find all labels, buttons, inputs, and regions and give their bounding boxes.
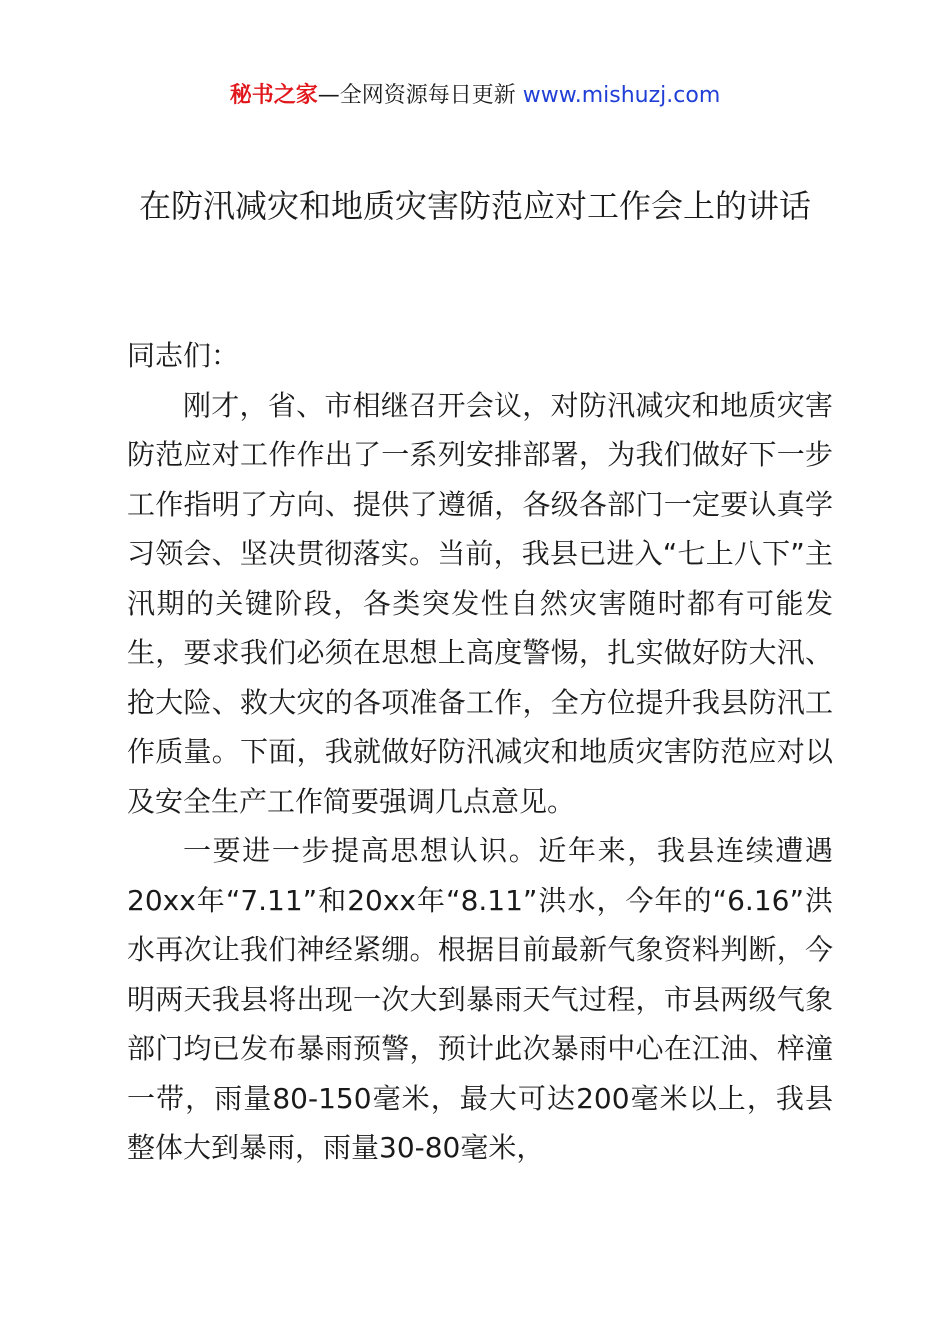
document-body xyxy=(127,331,833,1173)
paragraph-intro: 刚才，省、市相继召开会议，对防汛减灾和地质灾害防范应对工作作出了一系列安排部署，为我们做好下一步工作指明了方向、提供了遵循，各级各部门一定要认真学习领会、坚决贯彻落实。当前，我县已进入“七上八下”主汛期的关键阶段，各类突发性自然灾害随时都有可能发生，要求我们必须在思想上高度警惕，扎实做好防大汛、抢大险、救大灾的各项准备工作，全方位提升我县防汛工作质量。下面，我就做好防汛减灾和地质灾害防范应对以及安全生产工作简要强调几点意见。 xyxy=(127,388,833,818)
paragraph-point-one: 一要进一步提高思想认识。近年来，我县连续遭遇20xx年“7.11”和20xx年“8.11”洪水，今年的“6.16”洪水再次让我们神经紧绷。根据目前最新气象资料判断，今明两天我县将出现一次大到暴雨天气过程，市县两级气象部门均已发布暴雨预警，预计此次暴雨中心在江油、梓潼一带，雨量80-150毫米，最大可达200毫米以上，我县整体大到暴雨，雨量30-80毫米， xyxy=(127,834,833,1164)
greeting: 同志们： xyxy=(127,339,240,372)
site-slogan: —全网资源每日更新 xyxy=(317,83,523,108)
brand-name: 秘书之家 xyxy=(229,83,318,108)
site-url-link[interactable]: www.mishuzj.com xyxy=(522,83,721,108)
site-header xyxy=(0,80,950,112)
document-title: 在防汛减灾和地质灾害防范应对工作会上的讲话 xyxy=(138,187,811,225)
